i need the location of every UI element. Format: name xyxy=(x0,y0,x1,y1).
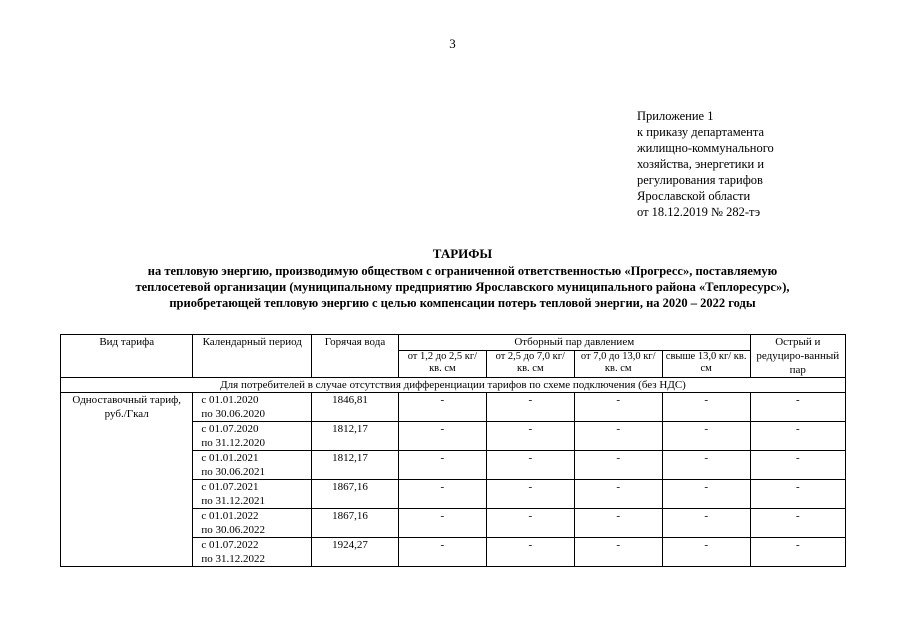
appendix-line: к приказу департамента xyxy=(637,125,765,139)
period-cell xyxy=(193,422,312,451)
appendix-line: регулирования тарифов xyxy=(637,173,763,187)
period-cell xyxy=(193,480,312,509)
sharp-steam-value: - xyxy=(750,422,845,451)
header-pressure-2: от 2,5 до 7,0 кг/ кв. см xyxy=(486,351,574,378)
pressure-1-value: - xyxy=(398,538,486,567)
hot-water-value: 1924,27 xyxy=(312,538,399,567)
pressure-1-value: - xyxy=(398,393,486,422)
document-title xyxy=(40,246,885,311)
pressure-2-value: - xyxy=(486,538,574,567)
pressure-4-value: - xyxy=(662,480,750,509)
header-pressure-4: свыше 13,0 кг/ кв. см xyxy=(662,351,750,378)
pressure-1-value: - xyxy=(398,422,486,451)
pressure-3-value: - xyxy=(574,538,662,567)
period-cell xyxy=(193,451,312,480)
pressure-4-value: - xyxy=(662,538,750,567)
title-line: приобретающей тепловую энергию с целью компенсации потерь тепловой энергии, на 2020 – 2022 годы xyxy=(169,296,756,310)
pressure-2-value: - xyxy=(486,422,574,451)
tariff-kind-cell: Одноставочный тариф, руб./Гкал xyxy=(61,393,193,567)
period-cell xyxy=(193,509,312,538)
period-to: по 30.06.2021 xyxy=(201,466,266,478)
appendix-line: от 18.12.2019 № 282-тэ xyxy=(637,205,761,219)
hot-water-value: 1812,17 xyxy=(312,422,399,451)
page-number: 3 xyxy=(449,36,456,51)
pressure-1-value: - xyxy=(398,509,486,538)
period-from: с 01.01.2020 xyxy=(201,394,259,406)
title-main: ТАРИФЫ xyxy=(432,246,493,261)
period-from: с 01.01.2022 xyxy=(201,510,259,522)
period-to: по 30.06.2022 xyxy=(201,524,266,536)
pressure-2-value: - xyxy=(486,451,574,480)
hot-water-value: 1867,16 xyxy=(312,509,399,538)
pressure-1-value: - xyxy=(398,451,486,480)
header-pressure-1: от 1,2 до 2,5 кг/ кв. см xyxy=(398,351,486,378)
pressure-2-value: - xyxy=(486,393,574,422)
sharp-steam-value: - xyxy=(750,393,845,422)
header-steam: Отборный пар давлением xyxy=(398,335,750,351)
pressure-2-value: - xyxy=(486,509,574,538)
pressure-4-value: - xyxy=(662,451,750,480)
table-row xyxy=(61,393,846,422)
pressure-3-value: - xyxy=(574,509,662,538)
pressure-3-value: - xyxy=(574,451,662,480)
title-line: на тепловую энергию, производимую обществом с ограниченной ответственностью «Прогресс», поставляемую xyxy=(147,264,778,278)
sharp-steam-value: - xyxy=(750,538,845,567)
period-from: с 01.07.2020 xyxy=(201,423,259,435)
sharp-steam-value: - xyxy=(750,480,845,509)
title-line: теплосетевой организации (муниципальному предприятию Ярославского муниципального района «Теплоресурс»), xyxy=(135,280,790,294)
period-to: по 31.12.2020 xyxy=(201,437,266,449)
header-hot-water: Горячая вода xyxy=(312,335,399,378)
pressure-4-value: - xyxy=(662,422,750,451)
period-from: с 01.01.2021 xyxy=(201,452,259,464)
section-caption: Для потребителей в случае отсутствия дифференциации тарифов по схеме подключения (без НДС) xyxy=(61,378,846,393)
period-from: с 01.07.2021 xyxy=(201,481,259,493)
sharp-steam-value: - xyxy=(750,509,845,538)
header-tariff-kind: Вид тарифа xyxy=(61,335,193,378)
appendix-line: Приложение 1 xyxy=(637,109,714,123)
hot-water-value: 1812,17 xyxy=(312,451,399,480)
period-from: с 01.07.2022 xyxy=(201,539,259,551)
appendix-block xyxy=(637,108,887,220)
pressure-4-value: - xyxy=(662,509,750,538)
tariff-table xyxy=(60,334,846,567)
pressure-1-value: - xyxy=(398,480,486,509)
period-cell xyxy=(193,393,312,422)
sharp-steam-value: - xyxy=(750,451,845,480)
appendix-line: Ярославской области xyxy=(637,189,751,203)
period-to: по 30.06.2020 xyxy=(201,408,266,420)
period-to: по 31.12.2022 xyxy=(201,553,266,565)
pressure-3-value: - xyxy=(574,480,662,509)
pressure-3-value: - xyxy=(574,422,662,451)
appendix-line: жилищно-коммунального xyxy=(637,141,774,155)
hot-water-value: 1846,81 xyxy=(312,393,399,422)
period-cell xyxy=(193,538,312,567)
appendix-line: хозяйства, энергетики и xyxy=(637,157,765,171)
pressure-2-value: - xyxy=(486,480,574,509)
hot-water-value: 1867,16 xyxy=(312,480,399,509)
header-sharp-steam: Острый и редуциро-ванный пар xyxy=(750,335,845,378)
pressure-4-value: - xyxy=(662,393,750,422)
header-pressure-3: от 7,0 до 13,0 кг/ кв. см xyxy=(574,351,662,378)
period-to: по 31.12.2021 xyxy=(201,495,266,507)
pressure-3-value: - xyxy=(574,393,662,422)
header-period: Календарный период xyxy=(193,335,312,378)
